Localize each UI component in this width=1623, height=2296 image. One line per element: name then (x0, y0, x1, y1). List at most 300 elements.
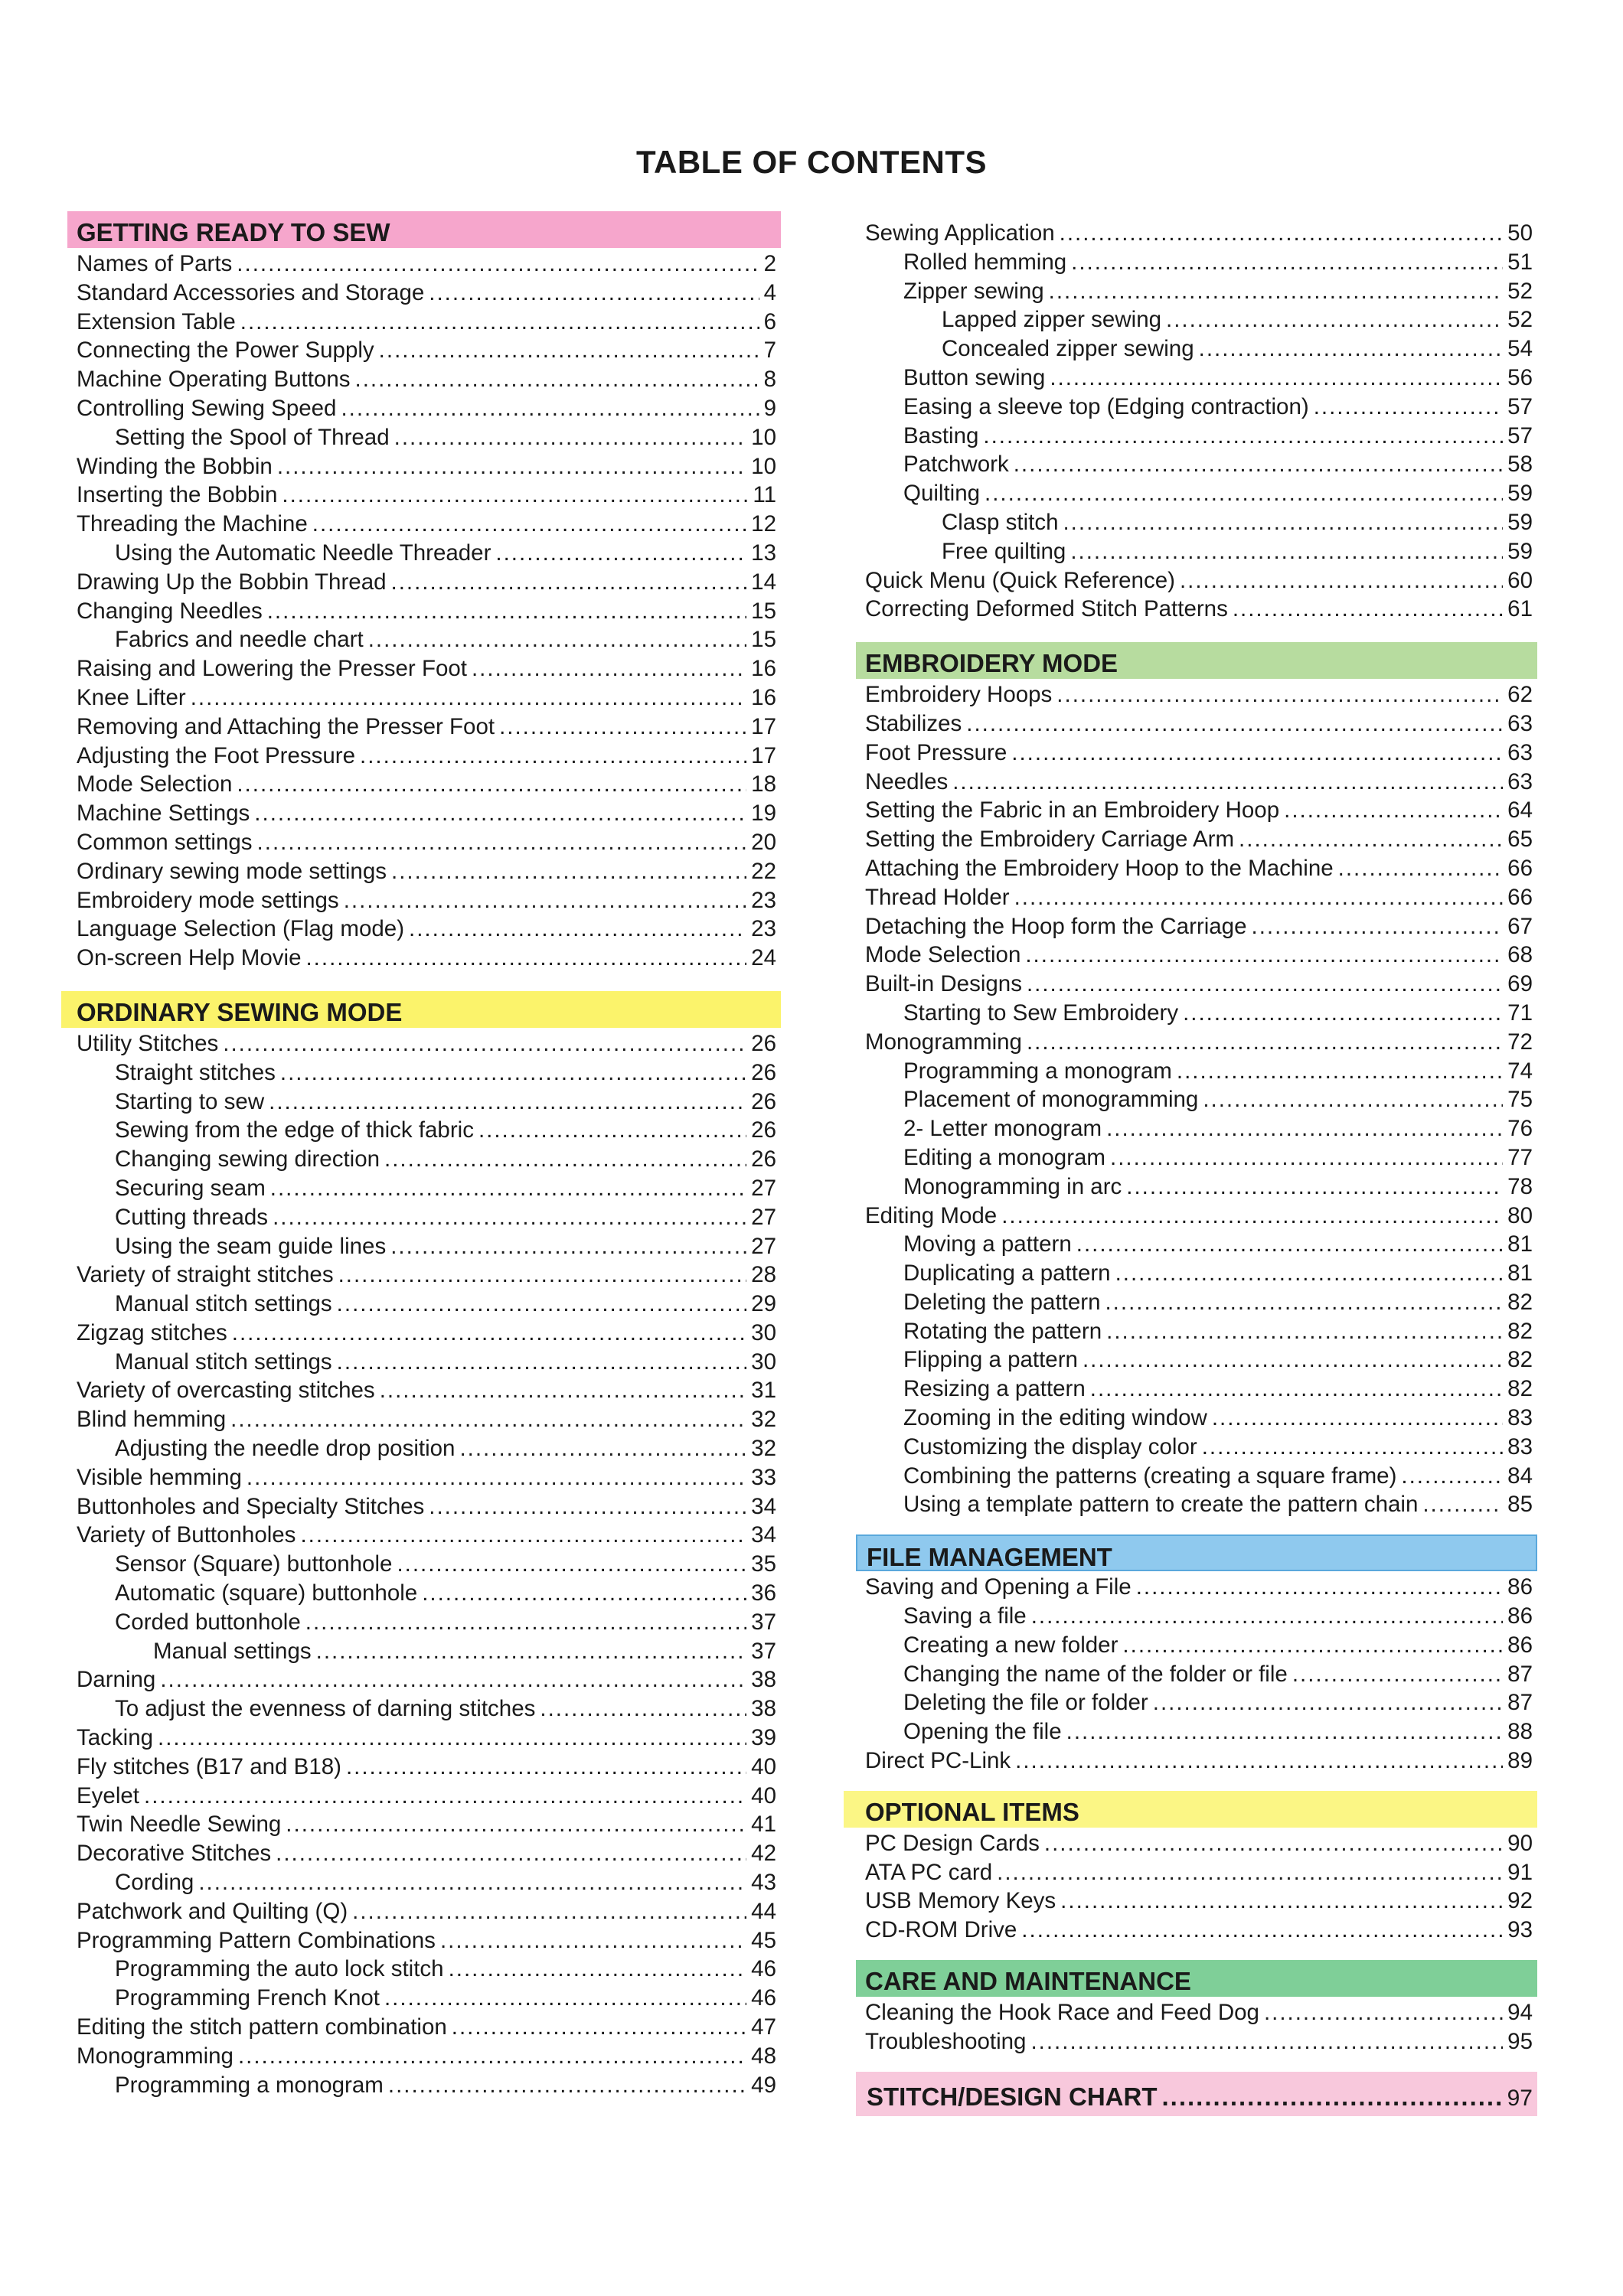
toc-entry (856, 1717, 1537, 1746)
toc-entry-page: 69 (1507, 971, 1533, 997)
dot-leader (276, 1839, 746, 1868)
toc-entry-title: Editing Mode (865, 1202, 998, 1228)
toc-right-column (856, 211, 1537, 2116)
toc-entry-page: 86 (1507, 1632, 1533, 1658)
toc-entry-page: 12 (751, 511, 776, 537)
dot-leader (452, 2013, 746, 2042)
dot-leader (144, 1782, 746, 1811)
toc-entry-page: 37 (751, 1609, 776, 1635)
toc-entry-title: Drawing Up the Bobbin Thread (77, 569, 387, 595)
toc-entry-page: 48 (751, 2043, 776, 2069)
dot-leader (316, 1637, 747, 1666)
toc-entry-page: 93 (1507, 1917, 1533, 1943)
toc-entry-page: 66 (1507, 884, 1533, 910)
toc-entry (856, 219, 1537, 248)
dot-leader (1239, 825, 1503, 854)
section-stitch-design-chart (856, 2072, 1537, 2116)
toc-entry (67, 1232, 781, 1261)
dot-leader (1014, 450, 1503, 479)
toc-entry-page: 46 (751, 1956, 776, 1982)
dot-leader (380, 1376, 746, 1405)
toc-entry (856, 1172, 1537, 1202)
dot-leader (1070, 537, 1503, 566)
toc-entry (67, 1694, 781, 1724)
toc-entry-page: 82 (1507, 1318, 1533, 1344)
toc-entry (856, 768, 1537, 797)
toc-entry-page: 9 (763, 395, 776, 421)
toc-entry (67, 1637, 781, 1666)
toc-entry (856, 422, 1537, 451)
section-file-management (856, 1534, 1537, 1776)
toc-entry-page: 85 (1507, 1492, 1533, 1518)
toc-entry-title: Securing seam (115, 1175, 266, 1201)
section-optional-items (856, 1791, 1537, 1945)
toc-entry-page: 2 (763, 251, 776, 276)
toc-entry-page: 62 (1507, 682, 1533, 708)
toc-entry-title: Variety of Buttonholes (77, 1522, 296, 1548)
toc-entry (67, 2071, 781, 2100)
toc-entry (67, 452, 781, 481)
toc-entry (856, 941, 1537, 970)
toc-entry-title: Cording (115, 1870, 194, 1896)
toc-entry-page: 37 (751, 1638, 776, 1664)
toc-entry (856, 1916, 1537, 1945)
dot-leader (1105, 1288, 1503, 1317)
toc-entry-title: Machine Operating Buttons (77, 367, 351, 393)
toc-entry-title: Decorative Stitches (77, 1841, 272, 1867)
toc-entry-page: 26 (751, 1030, 776, 1056)
toc-entry-page: 27 (751, 1175, 776, 1201)
toc-entry-title: Saving and Opening a File (865, 1574, 1132, 1600)
toc-entry-title: Monogramming (865, 1029, 1022, 1055)
dot-leader (1025, 941, 1503, 970)
dot-leader (1110, 1143, 1503, 1172)
toc-entry-title: Setting the Spool of Thread (115, 424, 390, 450)
toc-entry (67, 365, 781, 394)
dot-leader (270, 1174, 746, 1203)
toc-entry-page: 56 (1507, 364, 1533, 390)
toc-entry-title: Removing and Attaching the Presser Foot (77, 713, 495, 739)
toc-entry (856, 970, 1537, 999)
toc-entry (856, 1085, 1537, 1114)
toc-entry-page: 76 (1507, 1116, 1533, 1142)
toc-entry-title: Connecting the Power Supply (77, 338, 374, 364)
toc-entry-title: Standard Accessories and Storage (77, 279, 425, 305)
toc-entry-title: Using a template pattern to create the pattern chain (903, 1492, 1419, 1518)
toc-entry (67, 1955, 781, 1984)
dot-leader (312, 510, 746, 539)
dot-leader (1136, 1573, 1503, 1602)
dot-leader (240, 308, 759, 337)
dot-leader (191, 683, 746, 713)
dot-leader (1166, 305, 1503, 334)
toc-entry (67, 249, 781, 279)
dot-leader (254, 799, 746, 828)
toc-entry-page: 8 (763, 367, 776, 393)
toc-entry-page: 16 (751, 684, 776, 710)
toc-entry-title: Patchwork and Quilting (Q) (77, 1898, 348, 1924)
dot-leader (1027, 970, 1503, 999)
toc-entry (67, 1376, 781, 1405)
toc-entry-title: Manual stitch settings (115, 1349, 332, 1375)
dot-leader (985, 479, 1503, 508)
toc-entry-title: CD-ROM Drive (865, 1917, 1017, 1943)
toc-entry-page: 35 (751, 1551, 776, 1577)
toc-entry (856, 709, 1537, 739)
toc-entry (67, 1058, 781, 1088)
toc-entry (856, 680, 1537, 709)
toc-entry (67, 2013, 781, 2042)
toc-entry-page: 81 (1507, 1231, 1533, 1257)
toc-entry (856, 1688, 1537, 1717)
toc-entry-page: 59 (1507, 481, 1533, 507)
toc-entry-page: 65 (1507, 827, 1533, 853)
toc-entry-page: 27 (751, 1233, 776, 1259)
toc-entry (67, 799, 781, 828)
section-header-ordinary-sewing: ORDINARY SEWING MODE (61, 991, 781, 1028)
toc-entry (67, 828, 781, 857)
toc-entry-title: Zooming in the editing window (903, 1405, 1207, 1431)
dot-leader (1056, 680, 1503, 709)
toc-entry (67, 481, 781, 510)
section-header-optional-items: OPTIONAL ITEMS (844, 1791, 1537, 1828)
toc-entry-page: 52 (1507, 307, 1533, 333)
dot-leader (1031, 1602, 1503, 1631)
toc-entry-title: Programming French Knot (115, 1985, 380, 2011)
toc-entry-page: 39 (751, 1725, 776, 1751)
dot-leader (286, 1810, 746, 1839)
dot-leader (499, 713, 746, 742)
dot-leader (1076, 1230, 1503, 1259)
toc-entry (856, 1404, 1537, 1433)
dot-leader (472, 654, 746, 683)
toc-entry (856, 537, 1537, 566)
dot-leader (1083, 1345, 1503, 1375)
dot-leader (409, 915, 746, 944)
toc-entry-page: 42 (751, 1841, 776, 1867)
toc-entry-title: Changing sewing direction (115, 1146, 380, 1172)
toc-entry (856, 334, 1537, 364)
toc-entry-title: Using the seam guide lines (115, 1233, 387, 1259)
dot-leader (1021, 1916, 1503, 1945)
toc-entry-page: 82 (1507, 1347, 1533, 1373)
dot-leader (280, 1058, 746, 1088)
toc-entry (856, 1858, 1537, 1887)
toc-entry (67, 1492, 781, 1521)
toc-entry-title: Programming a monogram (115, 2072, 384, 2098)
toc-entry (67, 423, 781, 452)
toc-entry-title: Corded buttonhole (115, 1609, 301, 1635)
toc-entry-page: 81 (1507, 1261, 1533, 1287)
toc-entry-title: Inserting the Bobbin (77, 482, 278, 508)
toc-entry-page: 16 (751, 656, 776, 682)
toc-entry-title: Thread Holder (865, 884, 1010, 910)
toc-entry-title: Variety of overcasting stitches (77, 1378, 375, 1404)
toc-entry-page: 64 (1507, 797, 1533, 823)
toc-entry-page: 87 (1507, 1690, 1533, 1716)
toc-entry-page: 33 (751, 1464, 776, 1490)
dot-leader (1212, 1404, 1503, 1433)
dot-leader (1027, 1028, 1503, 1057)
toc-entry-title: Foot Pressure (865, 739, 1007, 765)
toc-entry-page: 32 (751, 1436, 776, 1462)
dot-leader (1030, 2027, 1503, 2056)
toc-entry-page: 77 (1507, 1144, 1533, 1170)
toc-entry-title: To adjust the evenness of darning stitches (115, 1696, 536, 1722)
dot-leader (1049, 277, 1504, 306)
toc-entry-page: 83 (1507, 1405, 1533, 1431)
toc-entry (67, 1521, 781, 1550)
toc-entry-page: 22 (751, 858, 776, 884)
toc-entry-page: 78 (1507, 1173, 1533, 1199)
toc-entry-page: 34 (751, 1522, 776, 1548)
toc-entry (856, 508, 1537, 537)
toc-entry-title: Programming a monogram (903, 1058, 1172, 1084)
toc-entry-title: Easing a sleeve top (Edging contraction) (903, 393, 1309, 419)
toc-entry-page: 43 (751, 1870, 776, 1896)
toc-entry-title: Opening the file (903, 1719, 1062, 1745)
toc-entry-page: 15 (751, 598, 776, 624)
toc-entry-title: Machine Settings (77, 801, 250, 827)
toc-entry-page: 15 (751, 627, 776, 653)
dot-leader (1401, 1462, 1503, 1491)
toc-entry (856, 595, 1537, 624)
dot-leader (237, 770, 746, 799)
toc-left-column (67, 211, 781, 2115)
toc-entry-title: Mode Selection (865, 942, 1021, 968)
toc-entry-page: 14 (751, 569, 776, 595)
toc-entry-title: Placement of monogramming (903, 1087, 1199, 1113)
toc-entry-page: 90 (1507, 1830, 1533, 1856)
toc-entry-page: 20 (751, 829, 776, 855)
section-header-getting-ready: GETTING READY TO SEW (67, 211, 781, 248)
dot-leader (300, 1521, 746, 1550)
toc-entry-title: Automatic (square) buttonhole (115, 1580, 418, 1606)
toc-entry-title: Fabrics and needle chart (115, 627, 364, 653)
toc-entry-page: 17 (751, 713, 776, 739)
toc-entry-title: Visible hemming (77, 1464, 242, 1490)
toc-entry-title: Duplicating a pattern (903, 1261, 1111, 1287)
toc-entry (67, 1724, 781, 1753)
toc-entry-page: 80 (1507, 1202, 1533, 1228)
toc-entry-title: Threading the Machine (77, 511, 308, 537)
toc-entry-title: Correcting Deformed Stitch Patterns (865, 596, 1228, 622)
dot-leader (344, 886, 746, 915)
toc-entry-page: 86 (1507, 1574, 1533, 1600)
toc-entry (67, 1868, 781, 1897)
toc-entry-page: 38 (751, 1696, 776, 1722)
toc-entry-title: Monogramming (77, 2043, 233, 2069)
toc-entry (856, 393, 1537, 422)
toc-entry-page: 32 (751, 1407, 776, 1433)
toc-entry-page: 86 (1507, 1603, 1533, 1629)
toc-entry-title: Deleting the file or folder (903, 1690, 1148, 1716)
toc-entry-title: Starting to sew (115, 1088, 265, 1114)
dot-leader (232, 1319, 746, 1348)
toc-entry (67, 886, 781, 915)
toc-entry-title: Troubleshooting (865, 2028, 1027, 2054)
toc-entry (856, 1887, 1537, 1916)
toc-entry-page: 88 (1507, 1719, 1533, 1745)
toc-entry-page: 68 (1507, 942, 1533, 968)
toc-entry (67, 654, 781, 683)
dot-leader (397, 1550, 746, 1579)
toc-entry-title: Utility Stitches (77, 1030, 219, 1056)
toc-entry-title: Darning (77, 1667, 156, 1693)
toc-entry-page: 36 (751, 1580, 776, 1606)
page-title: TABLE OF CONTENTS (635, 144, 988, 180)
dot-leader (495, 539, 746, 568)
toc-entry (67, 1550, 781, 1579)
dot-leader (1252, 912, 1504, 941)
toc-entry-title: Lapped zipper sewing (942, 307, 1162, 333)
toc-entry (856, 1259, 1537, 1288)
toc-entry-title: 2- Letter monogram (903, 1116, 1102, 1142)
toc-entry-page: 58 (1507, 452, 1533, 478)
toc-entry (856, 1057, 1537, 1086)
dot-leader (273, 1203, 746, 1232)
dot-leader (337, 1348, 747, 1377)
toc-entry (856, 1573, 1537, 1602)
toc-entry (856, 1143, 1537, 1172)
toc-entry-title: Button sewing (903, 364, 1046, 390)
toc-entry (67, 1839, 781, 1868)
dot-leader (1050, 364, 1503, 393)
toc-entry-page: 26 (751, 1117, 776, 1143)
toc-entry-title: Free quilting (942, 538, 1066, 564)
toc-entry-page: 60 (1507, 567, 1533, 593)
section-ordinary-sewing (67, 991, 781, 2099)
dot-leader (269, 1088, 746, 1117)
toc-entry (856, 1317, 1537, 1346)
toc-entry-title: On-screen Help Movie (77, 945, 302, 971)
toc-entry-page: 40 (751, 1782, 776, 1808)
stitch-design-chart-title: STITCH/DESIGN CHART (867, 2082, 1158, 2111)
toc-entry-title: Detaching the Hoop form the Carriage (865, 913, 1247, 939)
toc-entry (856, 2027, 1537, 2056)
dot-leader (1177, 1057, 1503, 1086)
toc-entry-page: 23 (751, 916, 776, 942)
toc-entry-page: 34 (751, 1493, 776, 1519)
toc-entry-page: 89 (1507, 1748, 1533, 1774)
toc-entry-title: Rotating the pattern (903, 1318, 1102, 1344)
dot-leader (257, 828, 747, 857)
dot-leader (368, 625, 746, 654)
dot-leader (352, 1897, 746, 1926)
toc-entry-page: 19 (751, 801, 776, 827)
toc-entry-page: 7 (763, 338, 776, 364)
toc-entry (67, 1116, 781, 1145)
toc-entry-title: Creating a new folder (903, 1632, 1118, 1658)
toc-entry (67, 1897, 781, 1926)
dot-leader (391, 857, 746, 886)
toc-entry-page: 10 (751, 424, 776, 450)
dot-leader (388, 2071, 746, 2100)
toc-entry (67, 625, 781, 654)
dot-leader (379, 336, 759, 365)
toc-entry-title: Direct PC-Link (865, 1748, 1011, 1774)
toc-entry-title: Basting (903, 422, 979, 448)
toc-entry (856, 883, 1537, 912)
dot-leader (1162, 2072, 1503, 2122)
toc-entry (856, 450, 1537, 479)
toc-entry-title: Zipper sewing (903, 278, 1044, 304)
toc-entry-title: Quick Menu (Quick Reference) (865, 567, 1175, 593)
toc-entry-page: 61 (1507, 596, 1533, 622)
toc-entry-page: 10 (751, 453, 776, 479)
toc-entry-page: 67 (1507, 913, 1533, 939)
dot-leader (1060, 1887, 1503, 1916)
toc-entry-page: 18 (751, 771, 776, 797)
toc-entry (67, 1088, 781, 1117)
toc-entry-title: Adjusting the Foot Pressure (77, 742, 356, 768)
dot-leader (1284, 796, 1503, 825)
toc-entry-title: Patchwork (903, 452, 1009, 478)
dot-leader (277, 452, 746, 481)
toc-entry (67, 394, 781, 423)
toc-entry-title: Sewing Application (865, 220, 1055, 246)
dot-leader (1044, 1829, 1503, 1858)
dot-leader (394, 423, 747, 452)
dot-leader (1063, 508, 1503, 537)
dot-leader (1314, 393, 1503, 422)
toc-entry-page: 11 (753, 482, 776, 508)
toc-entry-page: 63 (1507, 710, 1533, 736)
toc-entry-page: 44 (751, 1898, 776, 1924)
section-ordinary-continued (856, 219, 1537, 624)
toc-entry (67, 857, 781, 886)
toc-entry (856, 1345, 1537, 1375)
toc-entry-page: 6 (763, 308, 776, 334)
toc-entry-title: Monogramming in arc (903, 1173, 1122, 1199)
toc-entry-title: Editing a monogram (903, 1144, 1106, 1170)
toc-entry-page: 59 (1507, 538, 1533, 564)
toc-entry-page: 17 (751, 742, 776, 768)
dot-leader (1422, 1490, 1503, 1519)
toc-entry (856, 479, 1537, 508)
toc-entry-title: Eyelet (77, 1782, 139, 1808)
toc-entry-title: Flipping a pattern (903, 1347, 1078, 1373)
dot-leader (341, 394, 759, 423)
toc-entry-title: Language Selection (Flag mode) (77, 916, 405, 942)
toc-entry-page: 41 (751, 1812, 776, 1838)
toc-entry (67, 568, 781, 597)
toc-entry-title: Manual stitch settings (115, 1291, 332, 1317)
toc-entry (856, 1375, 1537, 1404)
toc-entry-page: 63 (1507, 739, 1533, 765)
toc-entry (856, 825, 1537, 854)
toc-entry (856, 364, 1537, 393)
toc-entry (856, 248, 1537, 277)
toc-entry-title: Extension Table (77, 308, 236, 334)
toc-entry-page: 26 (751, 1088, 776, 1114)
dot-leader (267, 597, 746, 626)
toc-entry-page: 50 (1507, 220, 1533, 246)
toc-entry-title: Fly stitches (B17 and B18) (77, 1753, 341, 1779)
toc-entry (67, 1782, 781, 1811)
dot-leader (952, 768, 1503, 797)
dot-leader (1126, 1172, 1503, 1202)
toc-entry (856, 854, 1537, 883)
toc-entry (67, 1261, 781, 1290)
toc-entry-title: Controlling Sewing Speed (77, 395, 337, 421)
toc-entry (67, 597, 781, 626)
section-header-care-maintenance: CARE AND MAINTENANCE (856, 1960, 1537, 1997)
toc-entry (67, 279, 781, 308)
toc-entry (67, 539, 781, 568)
dot-leader (1264, 1998, 1503, 2027)
toc-entry-title: Ordinary sewing mode settings (77, 858, 387, 884)
